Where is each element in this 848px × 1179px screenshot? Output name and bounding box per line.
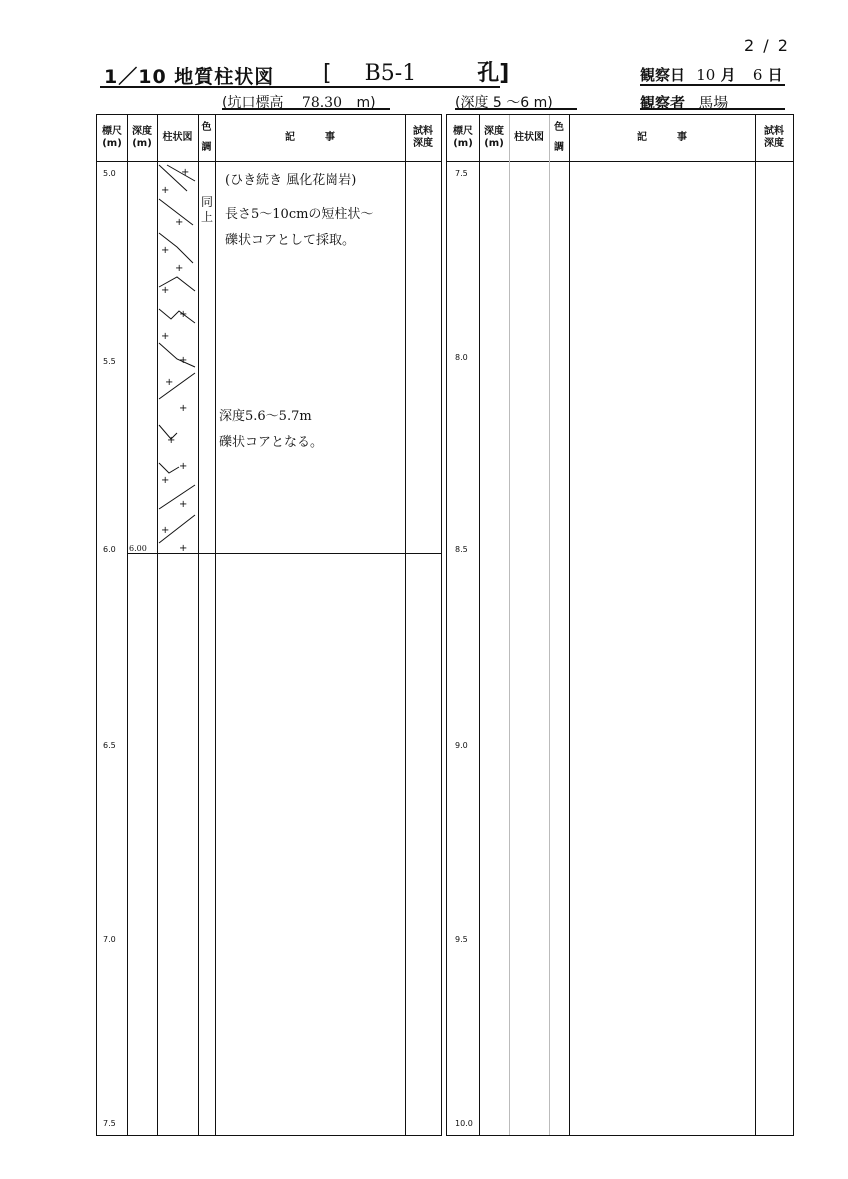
color-note: 同 上	[201, 195, 214, 224]
bracket-close: 孔]	[477, 61, 510, 86]
log-note: 礫状コアとして採取。	[225, 233, 356, 248]
observation-date: 観察日 10 月 6 日	[640, 66, 783, 84]
svg-text:+: +	[161, 331, 170, 342]
tick-label: 8.0	[455, 353, 468, 362]
col-notes: 記 事	[285, 132, 335, 143]
col-depth: 深度 (m)	[484, 126, 504, 149]
tick-label: 9.0	[455, 741, 468, 750]
col-scale: 標尺 (m)	[102, 126, 122, 149]
svg-text:+: +	[179, 355, 188, 366]
elevation-value: 78.30	[301, 95, 343, 111]
page-number: 2 / 2	[744, 36, 790, 55]
col-sample: 試料 深度	[764, 126, 784, 149]
elevation-underline	[222, 108, 390, 110]
left-log-table	[96, 114, 442, 1136]
col-log: 柱状図	[514, 132, 544, 143]
col-depth: 深度 (m)	[132, 126, 152, 149]
observer-underline	[640, 108, 785, 110]
tick-label: 5.0	[103, 169, 116, 178]
observer: 観察者 馬場	[640, 94, 729, 112]
tick-label: 6.5	[103, 741, 116, 750]
obs-month: 10	[696, 66, 716, 84]
bracket-open: [	[323, 61, 332, 86]
page-title: 1／10 地質柱状図	[104, 66, 275, 88]
obs-date-underline	[640, 84, 785, 86]
log-note: 礫状コアとなる。	[219, 435, 324, 450]
svg-text:+: +	[181, 167, 190, 178]
log-note: (ひき続き 風化花崗岩)	[225, 173, 357, 188]
tick-label: 6.0	[103, 545, 116, 554]
col-color: 色 調	[554, 122, 564, 153]
observer-name: 馬場	[698, 94, 729, 112]
borehole-id: B5-1	[364, 61, 417, 86]
log-note: 深度5.6～5.7m	[219, 409, 312, 424]
svg-text:+: +	[175, 263, 184, 274]
granite-log-pattern	[157, 163, 198, 553]
svg-text:+: +	[179, 461, 188, 472]
svg-text:+: +	[179, 543, 188, 553]
svg-text:+: +	[161, 285, 170, 296]
svg-text:+: +	[175, 217, 184, 228]
collar-elevation: (坑口標高 78.30 m)	[222, 95, 376, 111]
svg-text:+: +	[179, 499, 188, 510]
tick-label: 9.5	[455, 935, 468, 944]
col-scale: 標尺 (m)	[453, 126, 473, 149]
title-underline	[100, 86, 500, 88]
depth-range: (深度 5 ～6 m)	[455, 95, 553, 111]
depth-underline	[455, 108, 577, 110]
tick-label: 7.0	[103, 935, 116, 944]
svg-text:+: +	[179, 309, 188, 320]
col-notes: 記 事	[637, 132, 687, 143]
svg-text:+: +	[165, 377, 174, 388]
col-sample: 試料 深度	[413, 126, 433, 149]
svg-text:+: +	[161, 525, 170, 536]
col-log: 柱状図	[162, 132, 193, 143]
tick-label: 8.5	[455, 545, 468, 554]
svg-text:+: +	[161, 245, 170, 256]
tick-label: 7.5	[455, 169, 468, 178]
bottom-of-hole-line	[127, 553, 442, 554]
tick-label: 10.0	[455, 1119, 473, 1128]
tick-label: 7.5	[103, 1119, 116, 1128]
log-note: 長さ5～10cmの短柱状～	[225, 207, 374, 222]
svg-text:+: +	[161, 475, 170, 486]
obs-day: 6	[752, 66, 763, 84]
svg-text:+: +	[179, 403, 188, 414]
right-log-table	[446, 114, 794, 1136]
borehole-id-bracket	[323, 56, 509, 87]
tick-label: 5.5	[103, 357, 116, 366]
depth-mark: 6.00	[129, 544, 147, 553]
svg-text:+: +	[167, 435, 176, 446]
svg-text:+: +	[161, 185, 170, 196]
col-color: 色 調	[201, 122, 212, 153]
